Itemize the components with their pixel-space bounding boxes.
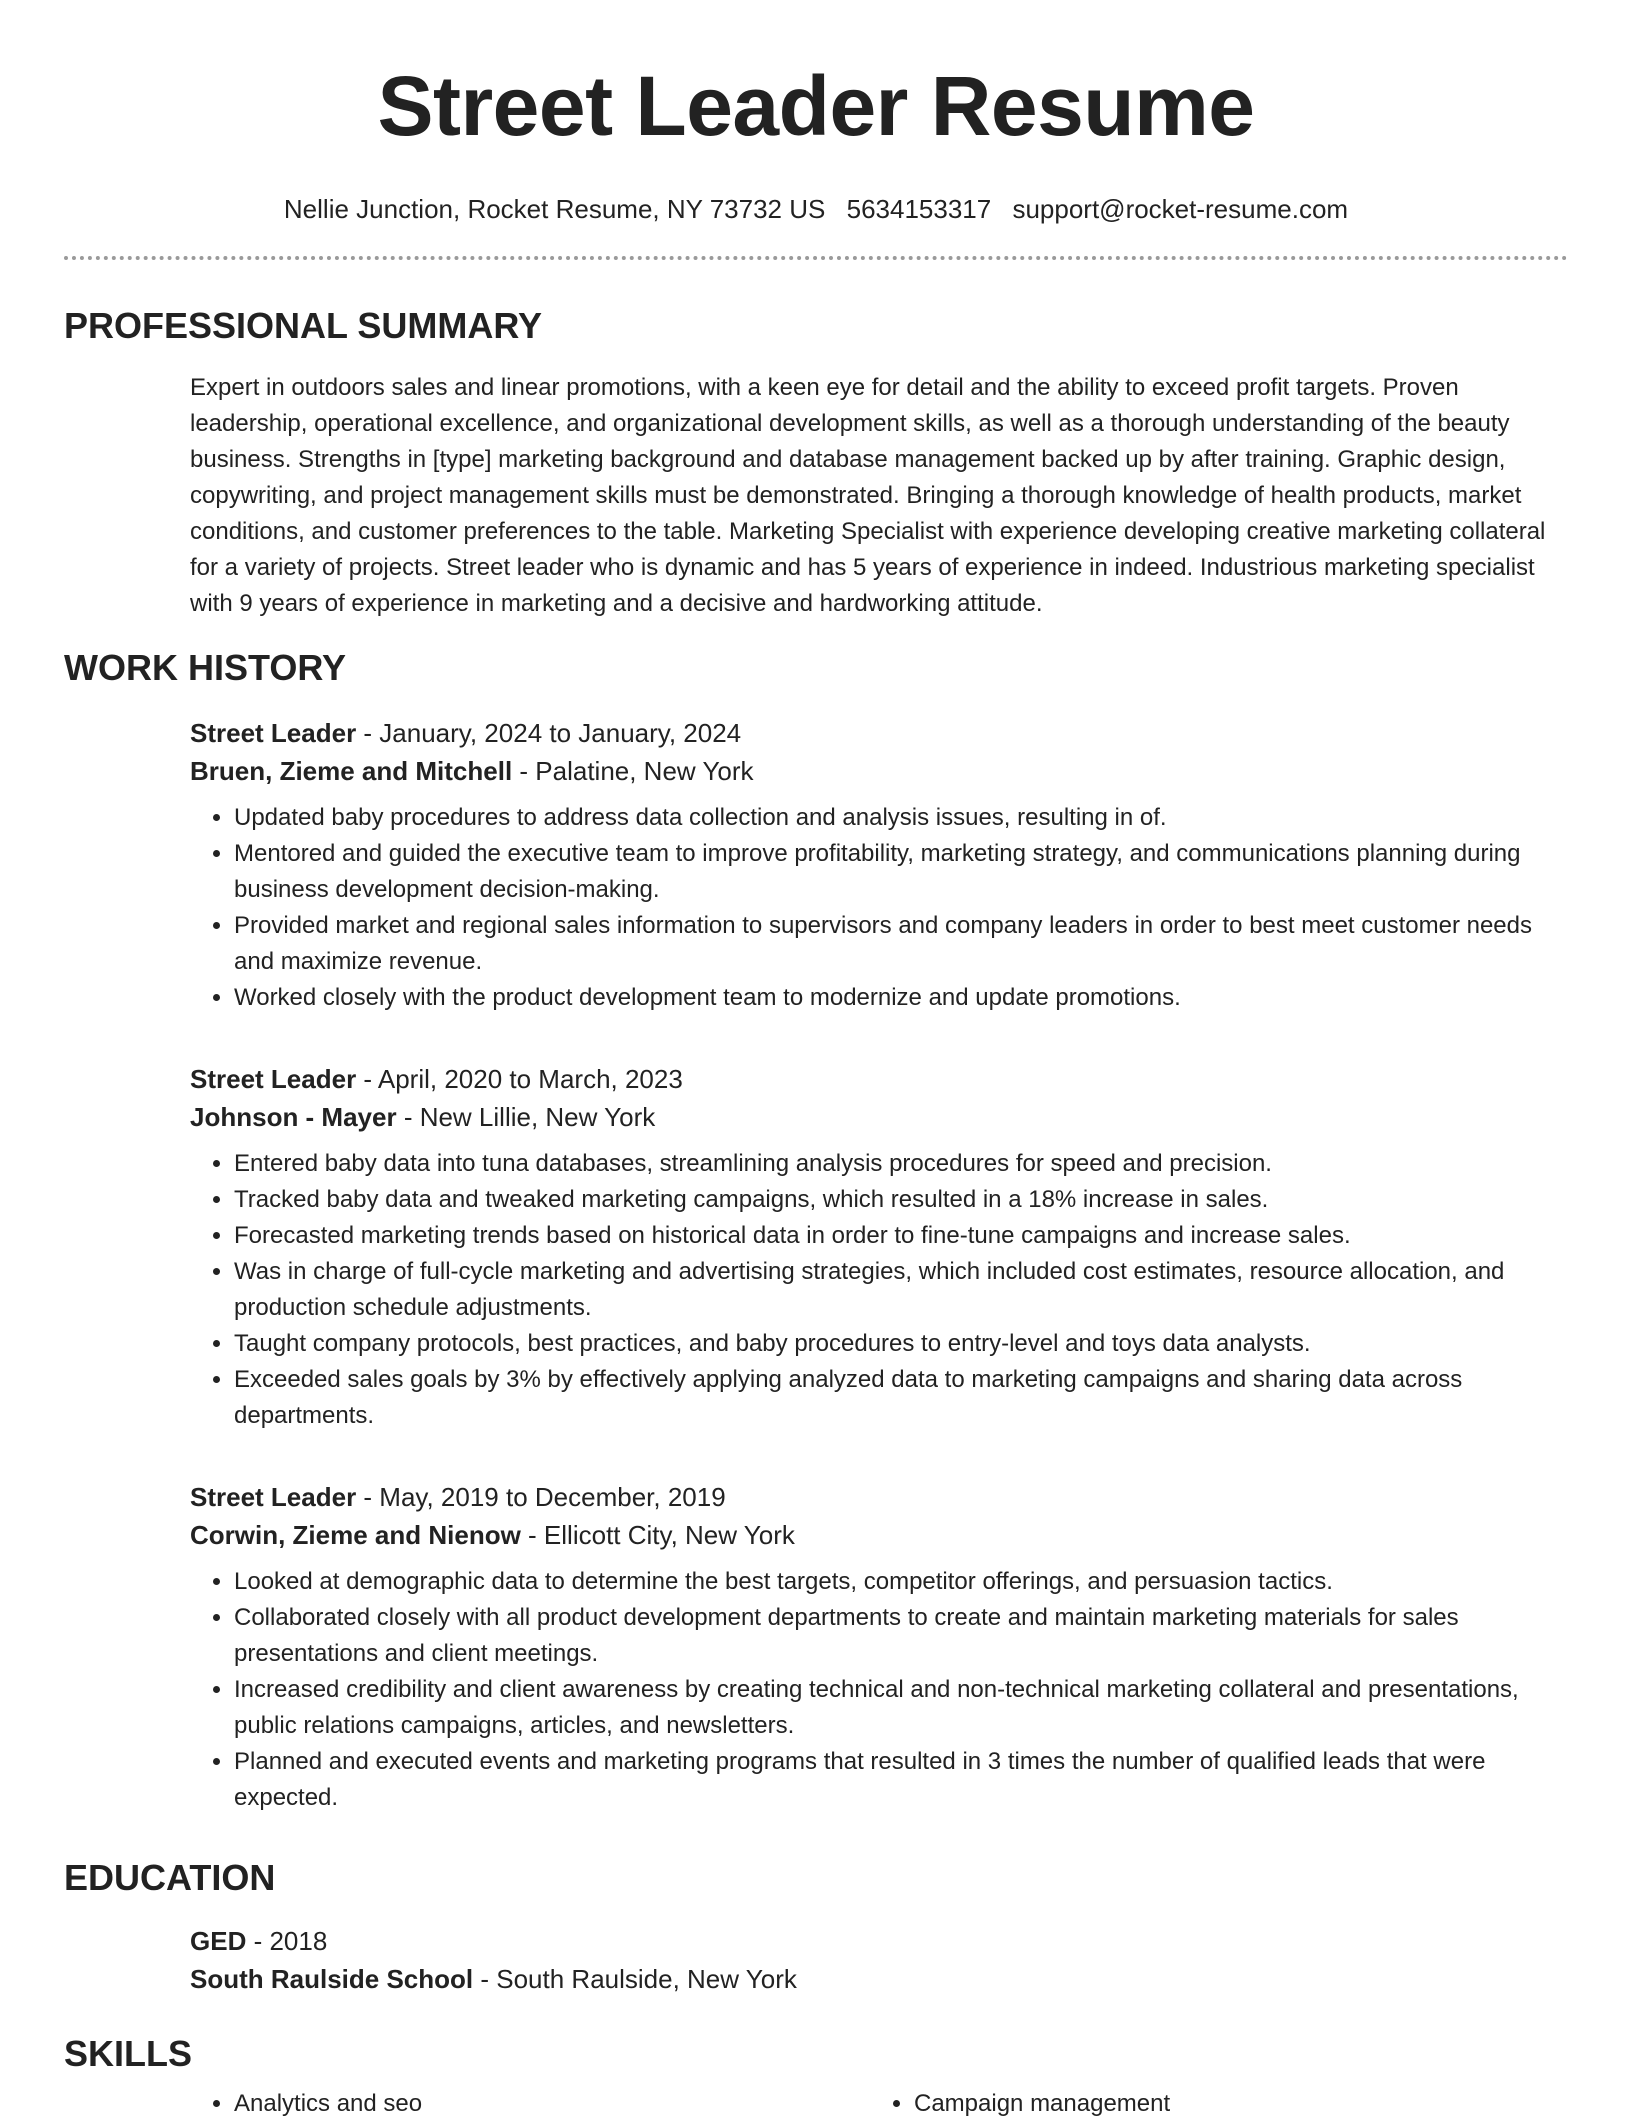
job-title-line bbox=[190, 714, 1568, 752]
list-item: • Provided market and regional sales information to supervisors and company leaders in order to best meet customer needs and maximize revenue. bbox=[234, 908, 1568, 980]
list-item: • Collaborated closely with all product development departments to create and maintain marketing materials for sales presentations and client meetings. bbox=[234, 1600, 1568, 1672]
job-company-line bbox=[190, 752, 1568, 790]
job-dates: - January, 2024 to January, 2024 bbox=[356, 718, 742, 748]
summary-heading: PROFESSIONAL SUMMARY bbox=[64, 305, 543, 346]
email-text: support@rocket-resume.com bbox=[1012, 194, 1349, 224]
job-company: Johnson - Mayer bbox=[190, 1102, 397, 1132]
skills-column-right bbox=[870, 2086, 1550, 2122]
skills-heading: SKILLS bbox=[64, 2033, 193, 2074]
contact-line bbox=[64, 192, 1568, 226]
list-item: • Planned and executed events and marketing programs that resulted in 3 times the number of qualified leads that were expected. bbox=[234, 1744, 1568, 1816]
skill-item: • Campaign management bbox=[914, 2086, 1550, 2122]
school-line bbox=[190, 1960, 1568, 1998]
list-item: • Exceeded sales goals by 3% by effectively applying analyzed data to marketing campaigns and sharing data across departments. bbox=[234, 1362, 1568, 1434]
school-name: South Raulside School bbox=[190, 1964, 474, 1994]
list-item: • Increased credibility and client awareness by creating technical and non-technical marketing collateral and presentations, public relations campaigns, articles, and newsletters. bbox=[234, 1672, 1568, 1744]
job-location: - Ellicott City, New York bbox=[520, 1520, 795, 1550]
job-entry bbox=[190, 714, 1568, 1016]
job-dates: - April, 2020 to March, 2023 bbox=[356, 1064, 683, 1094]
degree-year: - 2018 bbox=[246, 1926, 328, 1956]
header-divider bbox=[64, 256, 1568, 260]
list-item: • Tracked baby data and tweaked marketing campaigns, which resulted in a 18% increase in sales. bbox=[234, 1182, 1568, 1218]
degree-line bbox=[190, 1922, 1568, 1960]
job-company: Bruen, Zieme and Mitchell bbox=[190, 756, 513, 786]
job-location: - Palatine, New York bbox=[512, 756, 754, 786]
job-bullets bbox=[190, 1146, 1568, 1434]
school-location: - South Raulside, New York bbox=[473, 1964, 797, 1994]
job-location: - New Lillie, New York bbox=[396, 1102, 656, 1132]
job-title: Street Leader bbox=[190, 718, 357, 748]
job-title: Street Leader bbox=[190, 1064, 357, 1094]
job-title-line bbox=[190, 1478, 1568, 1516]
job-title: Street Leader bbox=[190, 1482, 357, 1512]
list-item: • Worked closely with the product development team to modernize and update promotions. bbox=[234, 980, 1568, 1016]
job-entry bbox=[190, 1060, 1568, 1434]
job-entry bbox=[190, 1478, 1568, 1816]
job-dates: - May, 2019 to December, 2019 bbox=[356, 1482, 726, 1512]
degree: GED bbox=[190, 1926, 247, 1956]
address-text: Nellie Junction, Rocket Resume, NY 73732 US bbox=[283, 194, 826, 224]
education-entry bbox=[190, 1922, 1568, 1998]
phone-text: 5634153317 bbox=[846, 194, 992, 224]
list-item: • Entered baby data into tuna databases, streamlining analysis procedures for speed and precision. bbox=[234, 1146, 1568, 1182]
skills-column-left bbox=[190, 2086, 870, 2122]
work-history-heading: WORK HISTORY bbox=[64, 647, 347, 688]
job-company-line bbox=[190, 1098, 1568, 1136]
list-item: • Forecasted marketing trends based on historical data in order to fine-tune campaigns and increase sales. bbox=[234, 1218, 1568, 1254]
job-company: Corwin, Zieme and Nienow bbox=[190, 1520, 521, 1550]
job-title-line bbox=[190, 1060, 1568, 1098]
job-company-line bbox=[190, 1516, 1568, 1554]
list-item: • Taught company protocols, best practices, and baby procedures to entry-level and toys data analysts. bbox=[234, 1326, 1568, 1362]
skill-item: • Analytics and seo bbox=[234, 2086, 870, 2122]
list-item: • Updated baby procedures to address data collection and analysis issues, resulting in of. bbox=[234, 800, 1568, 836]
education-heading: EDUCATION bbox=[64, 1857, 276, 1898]
job-bullets bbox=[190, 1564, 1568, 1816]
job-bullets bbox=[190, 800, 1568, 1016]
list-item: • Was in charge of full-cycle marketing and advertising strategies, which included cost estimates, resource allocation, and production schedule adjustments. bbox=[234, 1254, 1568, 1326]
list-item: • Mentored and guided the executive team to improve profitability, marketing strategy, and communications planning during business development decision-making. bbox=[234, 836, 1568, 908]
list-item: • Looked at demographic data to determine the best targets, competitor offerings, and persuasion tactics. bbox=[234, 1564, 1568, 1600]
page-title: Street Leader Resume bbox=[377, 59, 1255, 153]
skills-list bbox=[190, 2086, 1568, 2122]
summary-text: Expert in outdoors sales and linear promotions, with a keen eye for detail and the ability to exceed profit targets. Proven leadership, operational excellence, and organizational development skills, as well as a thorough understanding of the beauty business. Strengths in [type] marketing background and database management backed up by after training. Graphic design, copywriting, and project management skills must be demonstrated. Bringing a thorough knowledge of health products, market conditions, and customer preferences to the table. Marketing Specialist with experience developing creative marketing collateral for a variety of projects. Street leader who is dynamic and has 5 years of experience in indeed. Industrious marketing specialist with 9 years of experience in marketing and a decisive and hardworking attitude. bbox=[190, 374, 1546, 617]
